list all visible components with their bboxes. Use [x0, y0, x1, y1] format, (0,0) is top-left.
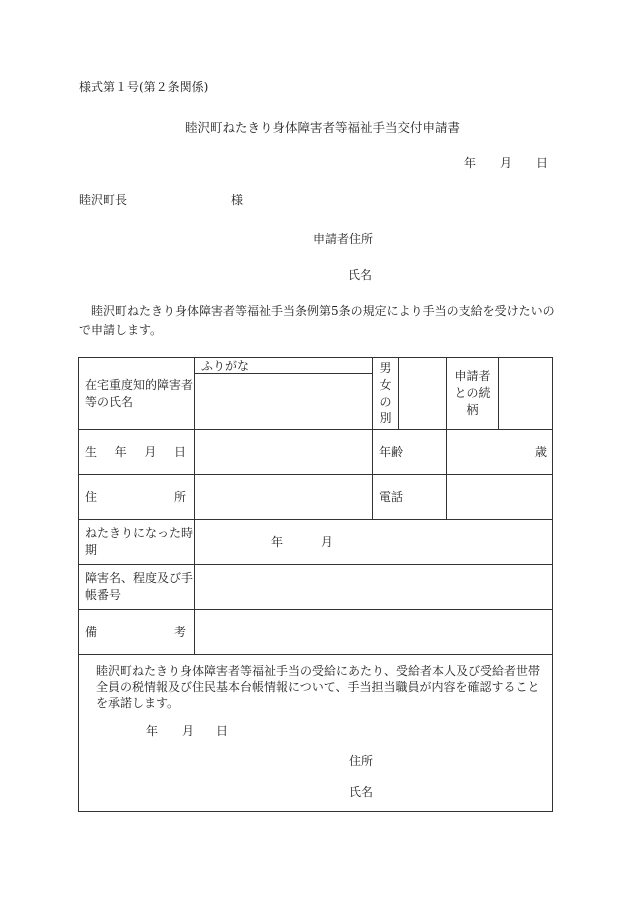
furigana-label: ふりがな [201, 359, 250, 373]
table-row [79, 655, 553, 812]
table-row [79, 430, 553, 475]
consent-address-label: 住所 [349, 754, 374, 768]
bedridden-period-field[interactable] [195, 520, 553, 565]
table-row [79, 520, 553, 565]
address-label-cell [79, 475, 195, 520]
disability-field[interactable] [195, 565, 553, 610]
birth-date-field[interactable] [195, 430, 373, 475]
phone-label-cell [373, 475, 447, 520]
birth-label-char: 生 [85, 444, 98, 459]
consent-date-year: 年 [146, 724, 159, 738]
disability-label: 障害名、程度及び手帳番号 [85, 571, 194, 602]
application-form-table [78, 357, 553, 812]
consent-text-line-1: 睦沢町ねたきり身体障害者等福祉手当の受給にあたり、受給者本人及び受給者世帯 [96, 664, 541, 678]
form-number: 様式第１号(第２条関係) [79, 80, 209, 94]
age-label-cell [373, 430, 447, 475]
date-month-label: 月 [500, 156, 513, 170]
furigana-divider [195, 373, 372, 374]
disability-label-cell [79, 565, 195, 610]
gender-label-char: 男 [379, 360, 392, 375]
table-row [79, 565, 553, 610]
furigana-name-field[interactable] [195, 358, 373, 430]
gender-label-char: 別 [379, 411, 392, 426]
gender-label-char: 女 [379, 377, 392, 392]
table-row [79, 358, 553, 430]
bedridden-period-label-cell [79, 520, 195, 565]
consent-text-line-2: 全員の税情報及び住民基本台帳情報について、手当担当職員が内容を確認すること [96, 680, 540, 694]
remarks-label-cell [79, 610, 195, 655]
consent-cell [79, 655, 553, 812]
birth-label-char: 年 [114, 444, 127, 459]
relationship-label-line: 柄 [466, 402, 479, 417]
table-row [79, 475, 553, 520]
birth-date-label-cell [79, 430, 195, 475]
consent-name-label: 氏名 [349, 785, 374, 799]
birth-label-char: 月 [144, 444, 157, 459]
gender-field[interactable] [399, 358, 447, 430]
consent-date-day: 日 [216, 724, 229, 738]
remarks-label-char: 考 [173, 624, 186, 639]
date-day-label: 日 [536, 156, 549, 170]
person-name-label-cell [79, 358, 195, 430]
bedridden-month-label: 月 [320, 534, 333, 549]
phone-field[interactable] [447, 475, 553, 520]
bedridden-period-label: ねたきりになった時期 [85, 526, 194, 557]
age-field[interactable] [447, 430, 553, 475]
addressee-honorific: 様 [231, 193, 244, 207]
birth-label-char: 日 [173, 444, 186, 459]
addressee-name: 睦沢町長 [79, 193, 128, 207]
relationship-label-line: 申請者 [454, 369, 491, 384]
person-name-label: 在宅重度知的障害者等の氏名 [85, 377, 194, 409]
intro-text-line-1: 睦沢町ねたきり身体障害者等福祉手当条例第5条の規定により手当の支給を受けたいの [91, 304, 555, 318]
address-label-char: 所 [173, 489, 186, 504]
phone-label: 電話 [379, 489, 404, 504]
intro-text-line-2: で申請します。 [79, 323, 163, 337]
address-field[interactable] [195, 475, 373, 520]
address-label-char: 住 [85, 489, 98, 504]
remarks-field[interactable] [195, 610, 553, 655]
bedridden-year-label: 年 [271, 534, 284, 549]
table-row [79, 610, 553, 655]
age-label: 年齢 [379, 444, 404, 459]
relationship-label-cell [447, 358, 499, 430]
date-year-label: 年 [464, 156, 477, 170]
page-title: 睦沢町ねたきり身体障害者等福祉手当交付申請書 [185, 120, 461, 135]
applicant-name-label: 氏名 [348, 268, 373, 282]
relationship-field[interactable] [499, 358, 553, 430]
gender-label-cell [373, 358, 399, 430]
applicant-address-label: 申請者住所 [313, 232, 374, 246]
relationship-label-line: との続 [454, 386, 491, 401]
remarks-label-char: 備 [85, 624, 98, 639]
age-unit: 歳 [534, 444, 547, 459]
gender-label-char: の [379, 394, 392, 409]
consent-date-month: 月 [182, 724, 195, 738]
consent-text-line-3: を承諾します。 [96, 696, 180, 710]
